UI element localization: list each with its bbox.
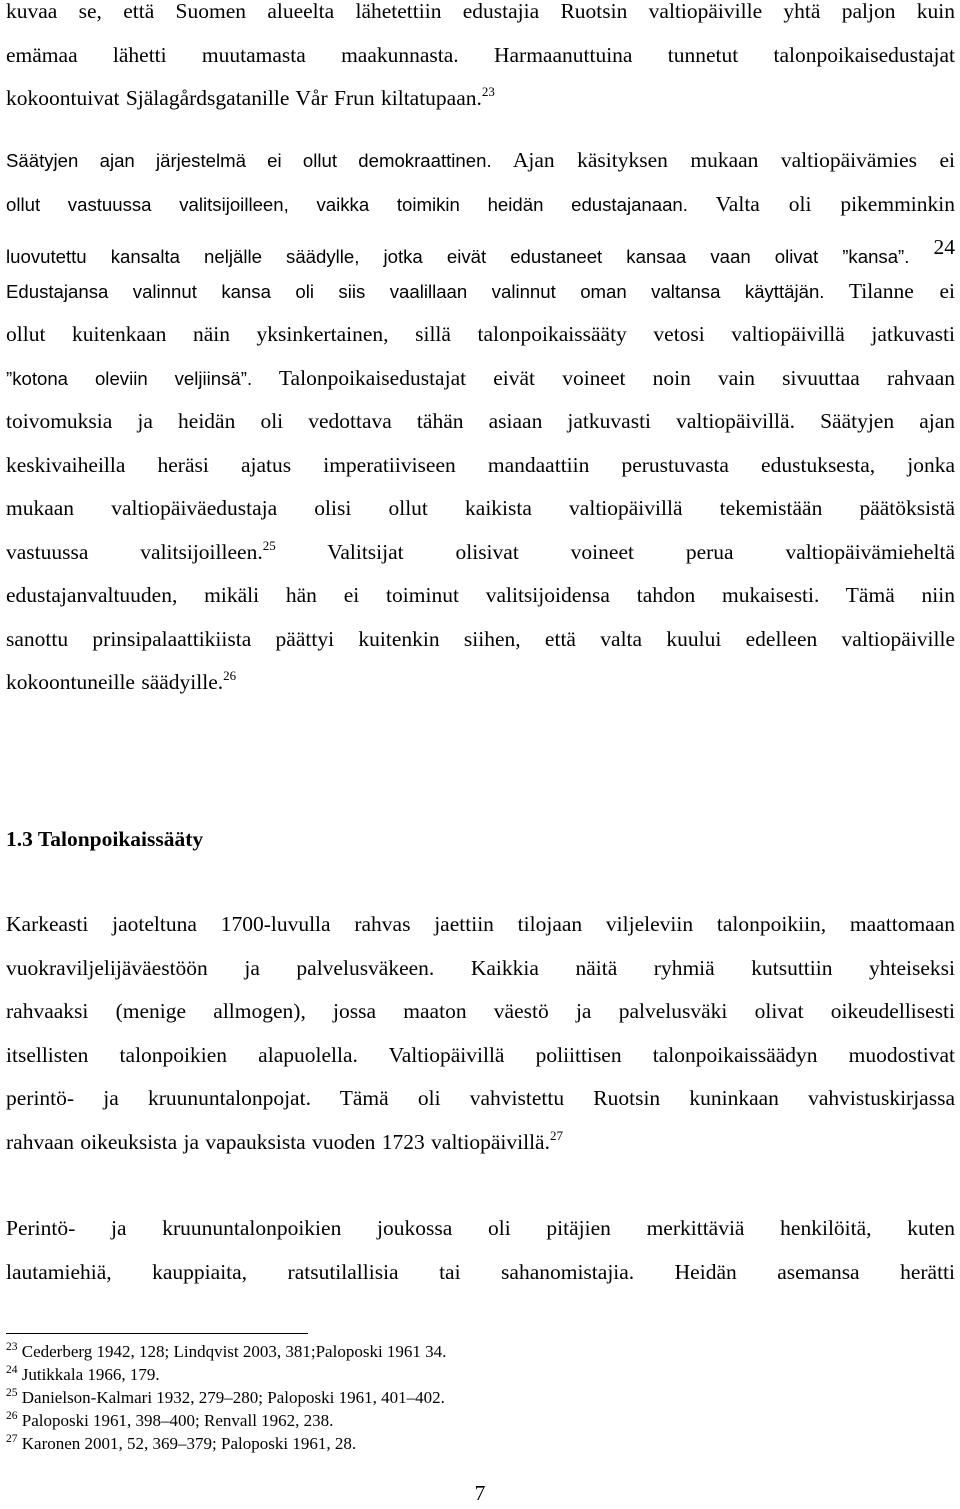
text-line: itsellisten talonpoikien alapuolella. Valtiopäivillä poliittisen talonpoikaissäädyn muodostivat <box>6 1042 955 1067</box>
text-segment: luovutettu kansalta neljälle säädylle, jotka eivät edustaneet kansaa vaan olivat ”kansa”. <box>6 246 910 267</box>
footnote-ref: 25 <box>262 537 276 553</box>
text-line <box>6 1121 955 1165</box>
footnote-number: 24 <box>6 1364 18 1376</box>
text-line: ollut kuitenkaan näin yksinkertainen, sillä talonpoikaissääty vetosi valtiopäivillä jatkuvasti <box>6 322 955 346</box>
text-segment: toivomuksia ja heidän oli vedottava tähän asiaan jatkuvasti valtiopäivillä. <box>6 409 795 433</box>
text-line <box>6 183 955 227</box>
text-segment: vastuussa valitsijoilleen. <box>6 539 263 564</box>
text-line <box>6 400 955 444</box>
footnote-ref: 24 <box>933 235 955 259</box>
section-heading: 1.3 Talonpoikaissääty <box>6 827 204 851</box>
text-line <box>6 270 955 314</box>
text-line <box>6 77 955 121</box>
footnote-text: Karonen 2001, 52, 369–379; Paloposki 1961, 28. <box>21 1434 357 1453</box>
footnote <box>6 1340 946 1363</box>
paragraph-notables <box>6 1207 955 1294</box>
paragraph-continuation <box>6 0 955 121</box>
text-segment: kokoontuneille säädyille. <box>6 670 224 694</box>
text-segment: rahvaan oikeuksista ja vapauksista vuoden 1723 valtiopäivillä. <box>6 1129 550 1154</box>
footnote-ref: 23 <box>481 84 495 99</box>
text-segment: Edustajansa valinnut kansa oli siis vaalillaan valinnut oman valtansa käyttäjän. <box>6 280 825 302</box>
text-line: lautamiehiä, kauppiaita, ratsutilallisia tai sahanomistajia. Heidän asemansa herätti <box>6 1259 955 1284</box>
footnote-number: 23 <box>6 1341 18 1353</box>
text-segment: ”kotona oleviin veljiinsä”. <box>6 367 253 389</box>
footnote-text: Paloposki 1961, 398–400; Renvall 1962, 238. <box>21 1411 334 1430</box>
text-line: edustajanvaltuuden, mikäli hän ei toiminut valitsijoidensa tahdon mukaisesti. Tämä niin <box>6 583 955 607</box>
text-segment: Talonpoikaisedustajat eivät voineet noin vain sivuuttaa rahvaan <box>278 365 955 390</box>
text-line <box>6 139 955 183</box>
footnote <box>6 1409 946 1432</box>
text-segment: Valta oli pikemminkin <box>715 191 955 216</box>
footnote-text: Danielson-Kalmari 1932, 279–280; Paloposki 1961, 401–402. <box>21 1388 445 1407</box>
footnote-separator <box>6 1333 308 1334</box>
text-line: kuvaa se, että Suomen alueelta lähetettiin edustajia Ruotsin valtiopäiville yhtä paljon kuin <box>6 0 955 23</box>
footnote-ref: 27 <box>549 1127 563 1143</box>
paragraph-representation <box>6 139 955 705</box>
footnote-ref: 26 <box>223 668 237 683</box>
text-line <box>6 531 955 575</box>
text-line: vuokraviljelijäväestöön ja palvelusväkeen. Kaikkia näitä ryhmiä kutsuttiin yhteiseksi <box>6 955 955 980</box>
text-segment: Säätyjen ajan järjestelmä ei ollut demokraattinen. <box>6 150 492 171</box>
text-segment: kokoontuivat Själagårdsgatanille Vår Frun kiltatupaan. <box>6 86 482 110</box>
footnote-text: Cederberg 1942, 128; Lindqvist 2003, 381;Paloposki 1961 34. <box>21 1342 447 1361</box>
text-line <box>6 661 955 705</box>
text-line: emämaa lähetti muutamasta maakunnasta. Harmaanuttuina tunnetut talonpoikaisedustajat <box>6 42 955 67</box>
text-line: Karkeasti jaoteltuna 1700-luvulla rahvas jaettiin tilojaan viljeleviin talonpoikiin, maattomaan <box>6 912 955 936</box>
page-number: 7 <box>474 1481 486 1505</box>
text-line: mukaan valtiopäiväedustaja olisi ollut kaikista valtiopäivillä tekemistään päätöksistä <box>6 496 955 520</box>
text-segment: Tilanne ei <box>848 278 955 303</box>
footnote-number: 26 <box>6 1410 18 1422</box>
text-line <box>6 357 955 401</box>
footnote <box>6 1386 946 1409</box>
text-line: keskivaiheilla heräsi ajatus imperatiiviseen mandaattiin perustuvasta edustuksesta, jonka <box>6 452 955 477</box>
text-segment: Valitsijat olisivat voineet perua valtiopäivämieheltä <box>327 539 955 564</box>
text-line <box>6 226 955 270</box>
footnote-number: 27 <box>6 1433 18 1445</box>
footnotes <box>6 1340 946 1455</box>
text-line: Perintö- ja kruununtalonpoikien joukossa oli pitäjien merkittäviä henkilöitä, kuten <box>6 1216 955 1240</box>
text-line: sanottu prinsipalaattikiista päättyi kuitenkin siihen, että valta kuului edelleen valtiopäiville <box>6 626 955 651</box>
text-segment: Ajan käsityksen mukaan valtiopäivämies ei <box>512 148 955 172</box>
footnote <box>6 1432 946 1455</box>
footnote-number: 25 <box>6 1387 18 1399</box>
paragraph-peasantry <box>6 903 955 1164</box>
text-line: rahvaaksi (menige allmogen), jossa maaton väestö ja palvelusväki olivat oikeudellisesti <box>6 999 955 1023</box>
footnote <box>6 1363 946 1386</box>
text-segment: Säätyjen ajan <box>820 409 955 433</box>
footnote-text: Jutikkala 1966, 179. <box>21 1365 160 1384</box>
text-line: perintö- ja kruununtalonpojat. Tämä oli vahvistettu Ruotsin kuninkaan vahvistuskirjassa <box>6 1086 955 1110</box>
text-segment: ollut vastuussa valitsijoilleen, vaikka toimikin heidän edustajanaan. <box>6 193 688 215</box>
